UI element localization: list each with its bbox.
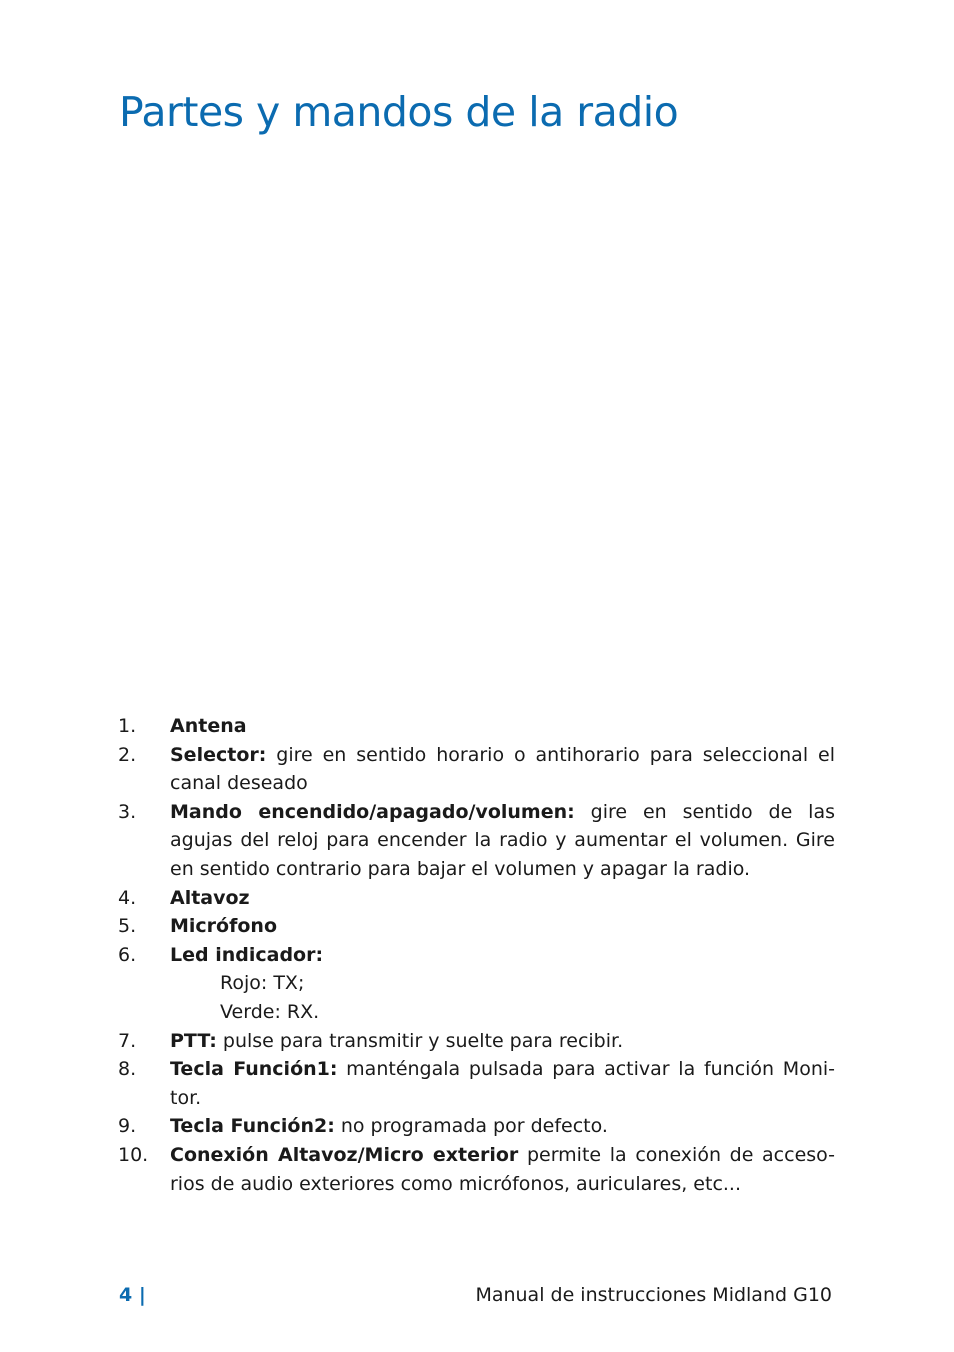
item-label: PTT: (170, 1029, 217, 1052)
page-title: Partes y mandos de la radio (119, 88, 679, 136)
parts-list (118, 712, 835, 1198)
item-label: Altavoz (170, 886, 250, 909)
item-number: 2. (118, 743, 137, 766)
item-text: manténgala pulsada para activar la función Moni-tor. (170, 1058, 836, 1109)
item-label: Selector: (170, 743, 267, 766)
item-label: Antena (170, 715, 247, 737)
page-number: 4 | (119, 1284, 146, 1306)
item-number: 9. (118, 1115, 137, 1138)
footer-manual-title: Manual de instrucciones Midland G10 (475, 1284, 832, 1306)
item-label: Tecla Función1: (170, 1058, 338, 1081)
item-label: Tecla Función2: (170, 1115, 335, 1138)
list-item (118, 741, 835, 798)
list-item (118, 798, 835, 884)
list-item (118, 1055, 835, 1112)
item-number: 4. (118, 886, 137, 909)
list-item (118, 1141, 835, 1198)
list-item (118, 712, 835, 741)
item-label: Mando encendido/apagado/volumen: (170, 800, 575, 823)
item-number: 6. (118, 943, 137, 966)
list-item (118, 1112, 835, 1141)
list-item (118, 941, 835, 1027)
list-item (118, 884, 835, 913)
item-number: 5. (118, 915, 137, 938)
item-number: 10. (118, 1143, 149, 1166)
item-label: Micrófono (170, 915, 278, 938)
item-number: 1. (118, 715, 137, 737)
list-item (118, 912, 835, 941)
item-text: no programada por defecto. (334, 1115, 608, 1138)
list-item (118, 1027, 835, 1056)
led-green-line: Verde: RX. (220, 1000, 320, 1023)
item-text: permite la conexión de acceso-rios de audio exteriores como micrófonos, auriculares, etc... (170, 1143, 835, 1195)
item-text: gire en sentido horario o antihorario para seleccional el canal deseado (170, 743, 835, 795)
item-number: 7. (118, 1029, 137, 1052)
item-label: Conexión Altavoz/Micro exterior (170, 1143, 519, 1166)
item-label: Led indicador: (170, 943, 324, 966)
item-text: pulse para transmitir y suelte para recibir. (216, 1029, 624, 1052)
led-red-line: Rojo: TX; (220, 972, 305, 995)
item-number: 8. (118, 1058, 137, 1081)
item-text: gire en sentido de las agujas del reloj para encender la radio y aumentar el volumen. Gire en sentido contrario para bajar el volumen y apagar la radio. (170, 800, 835, 880)
item-number: 3. (118, 800, 137, 823)
